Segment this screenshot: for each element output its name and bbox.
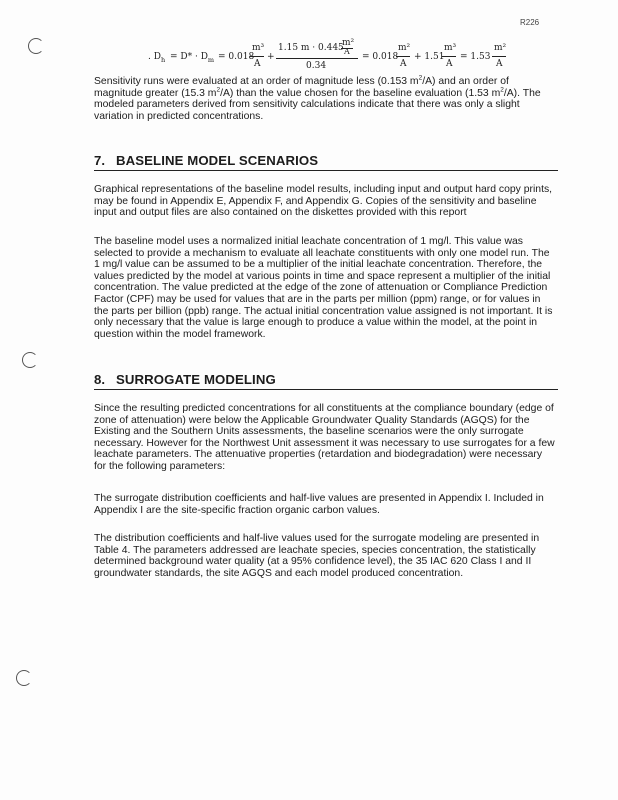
eq-frac5-den: A — [496, 59, 503, 69]
section-8-heading — [94, 372, 558, 390]
section-7-paragraph-1: Graphical representations of the baseline model results, including input and output hard copy prints, may be found in Appendix E, Appendix F, and Appendix G. Copies of the sensitivity and baseline input and output files are also contained on the diskettes provided with this report — [94, 184, 553, 219]
binder-hole-top-icon — [28, 38, 44, 54]
section-8-number: 8. — [94, 372, 106, 387]
eq-frac3-num: m² — [398, 43, 411, 53]
eq-term3: = 0.018 — [362, 52, 399, 62]
eq-term1: = $D* \cdot D_m$ — [170, 52, 215, 64]
eq-frac2-num: 1.15 m · 0.445 — [278, 43, 344, 53]
section-7-paragraph-2: The baseline model uses a normalized initial leachate concentration of 1 mg/l. This value was selected to provide a mechanism to evaluate all leachate constituents with only one model run. The 1 mg/l value can be assumed to be a multiplier of the initial leachate concentration. Therefore, the values predicted by the model at various points in time and space represent a multiplier of the initial concentration. The value predicted at the edge of the zone of attenuation or Compliance Prediction Factor (CPF) may be used for values that are in the parts per million (ppm) range, or for values in the parts per billion (ppb) range. The actual initial concentration value assigned is not important. It is only necessary that the value is large enough to produce a value within the model, at the point in question within the model framework. — [94, 236, 553, 340]
section-7-title: BASELINE MODEL SCENARIOS — [116, 153, 319, 168]
eq-term4: = 1.53 — [460, 52, 491, 62]
section-7-heading — [94, 153, 558, 171]
dispersion-equation — [148, 40, 528, 78]
eq-frac2-num-unit-den: A — [344, 47, 350, 56]
eq-frac3-den: A — [400, 59, 407, 69]
eq-plus2: + 1.51 — [414, 52, 445, 62]
eq-frac1-num: m³ — [252, 43, 265, 53]
eq-lhs: . $D_h$ — [148, 52, 166, 64]
section-8-paragraph-1: Since the resulting predicted concentrations for all constituents at the compliance boundary (edge of zone of attenuation) were below the Applicable Groundwater Quality Standards (AGQS) for the Existing and the Southern Units assessments, the baseline scenarios were the only surrogate necessary. However for the Northwest Unit assessment it was necessary to use surrogates for a few leachate parameters. The attenuative properties (retardation and biodegradation) were necessary for the following parameters: — [94, 403, 555, 472]
section-8-paragraph-3: The distribution coefficients and half-live values used for the surrogate modeling are presented in Table 4. The parameters addressed are leachate species, species concentration, the statistically determined background water quality (at a 95% confidence level), the 35 IAC 620 Class I and II groundwater standards, the site AGQS and each model produced concentration. — [94, 533, 540, 579]
eq-frac5-num: m² — [494, 43, 507, 53]
section-8-title: SURROGATE MODELING — [116, 372, 276, 387]
binder-hole-middle-icon — [22, 352, 38, 368]
eq-term2: = 0.018 — [218, 52, 255, 62]
eq-frac4-num: m³ — [444, 43, 457, 53]
sensitivity-paragraph: Sensitivity runs were evaluated at an order of magnitude less (0.153 $m^2/A$) and an order of magnitude greater (15.3 $m^2/A$) than the value chosen for the baseline evaluation (1.53 $m^2/A$). The modeled parameters derived from sensitivity calculations indicate that there was only a slight variation in predicted concentrations. — [94, 74, 541, 122]
eq-frac2-num-unit: m² — [342, 38, 355, 48]
eq-plus1: + — [267, 52, 275, 62]
section-8-paragraph-2: The surrogate distribution coefficients and half-live values are presented in Appendix I. Included in Appendix I are the site-specific fraction organic carbon values. — [94, 493, 544, 516]
section-7-number: 7. — [94, 153, 106, 168]
eq-frac2-den: 0.34 — [306, 61, 327, 71]
eq-frac4-den: A — [446, 59, 453, 69]
binder-hole-bottom-icon — [16, 670, 32, 686]
eq-frac1-den: A — [254, 59, 261, 69]
page-id: R226 — [520, 18, 540, 27]
